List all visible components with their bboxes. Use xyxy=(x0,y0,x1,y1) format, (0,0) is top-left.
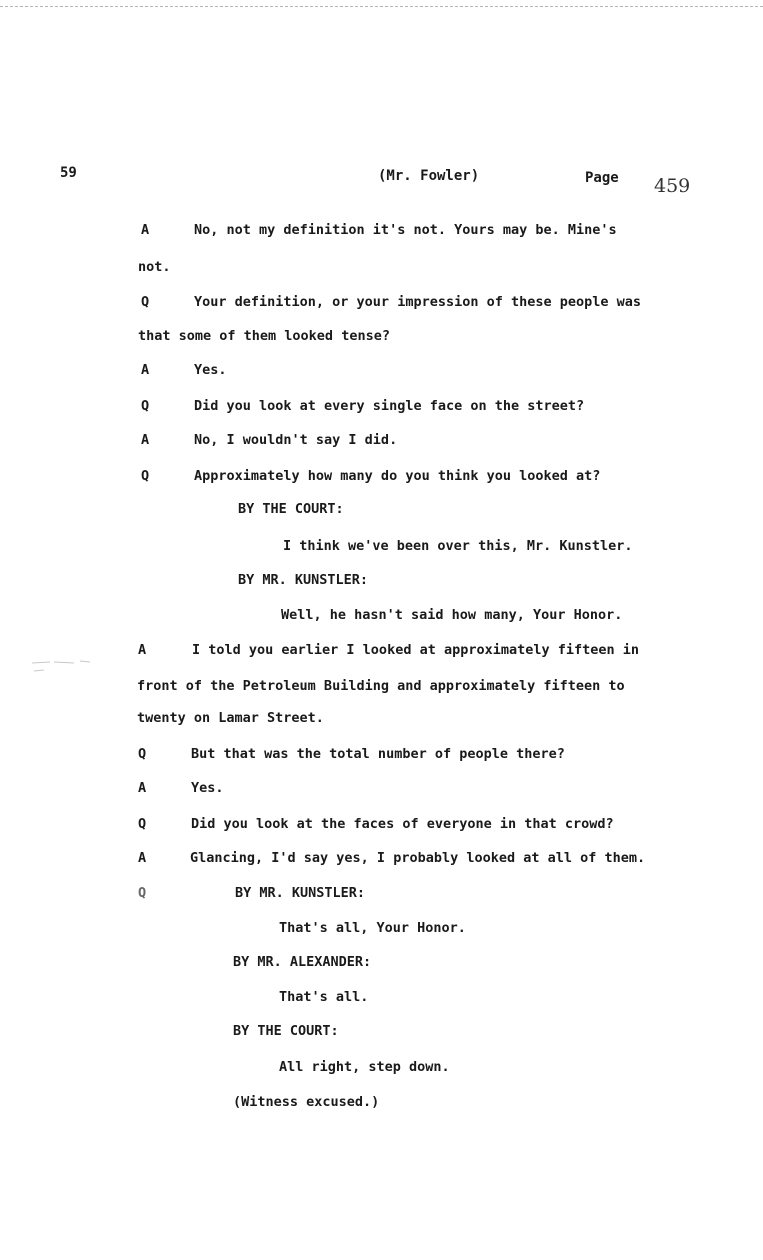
transcript-line: Yes. xyxy=(191,780,224,796)
speaker-label: A xyxy=(141,432,150,448)
court-heading: BY THE COURT: xyxy=(238,501,344,517)
transcript-line: Well, he hasn't said how many, Your Honor. xyxy=(281,607,623,623)
page-number: 459 xyxy=(654,175,691,197)
transcript-line: not. xyxy=(138,259,171,275)
transcript-line: Did you look at every single face on the street? xyxy=(194,398,585,414)
page-label: Page xyxy=(585,170,619,186)
speaker-label: Q xyxy=(138,746,147,762)
court-heading: BY MR. ALEXANDER: xyxy=(233,954,372,970)
transcript-line: Approximately how many do you think you looked at? xyxy=(194,468,601,484)
transcript-line: I think we've been over this, Mr. Kunstler. xyxy=(283,538,633,554)
transcript-line: Did you look at the faces of everyone in that crowd? xyxy=(191,816,614,832)
court-heading: BY MR. KUNSTLER: xyxy=(238,572,369,588)
speaker-label: A xyxy=(138,780,147,796)
transcript-line: front of the Petroleum Building and approximately fifteen to xyxy=(137,678,625,694)
speaker-label: Q xyxy=(141,468,150,484)
transcript-line: I told you earlier I looked at approximately fifteen in xyxy=(192,642,640,658)
witness-name: (Mr. Fowler) xyxy=(378,168,480,184)
court-heading: BY THE COURT: xyxy=(233,1023,339,1039)
transcript-line: No, not my definition it's not. Yours may be. Mine's xyxy=(194,222,617,238)
transcript-line: that some of them looked tense? xyxy=(138,328,390,344)
transcript-line: twenty on Lamar Street. xyxy=(137,710,324,726)
line-number: 59 xyxy=(60,165,77,181)
transcript-line: That's all. xyxy=(279,989,369,1005)
margin-scribble xyxy=(30,657,92,679)
transcript-line: No, I wouldn't say I did. xyxy=(194,432,398,448)
speaker-label: A xyxy=(141,362,150,378)
top-dashed-border xyxy=(0,6,763,7)
speaker-label: A xyxy=(138,642,147,658)
transcript-line: Your definition, or your impression of these people was xyxy=(194,294,642,310)
transcript-line: But that was the total number of people there? xyxy=(191,746,565,762)
transcript-line: (Witness excused.) xyxy=(233,1094,380,1110)
speaker-label: A xyxy=(138,850,147,866)
court-heading: BY MR. KUNSTLER: xyxy=(235,885,366,901)
speaker-label: A xyxy=(141,222,150,238)
speaker-label: Q xyxy=(138,885,147,901)
transcript-line: Glancing, I'd say yes, I probably looked at all of them. xyxy=(190,850,646,866)
speaker-label: Q xyxy=(141,294,150,310)
speaker-label: Q xyxy=(138,816,147,832)
speaker-label: Q xyxy=(141,398,150,414)
transcript-line: All right, step down. xyxy=(279,1059,450,1075)
transcript-line: Yes. xyxy=(194,362,227,378)
transcript-line: That's all, Your Honor. xyxy=(279,920,466,936)
